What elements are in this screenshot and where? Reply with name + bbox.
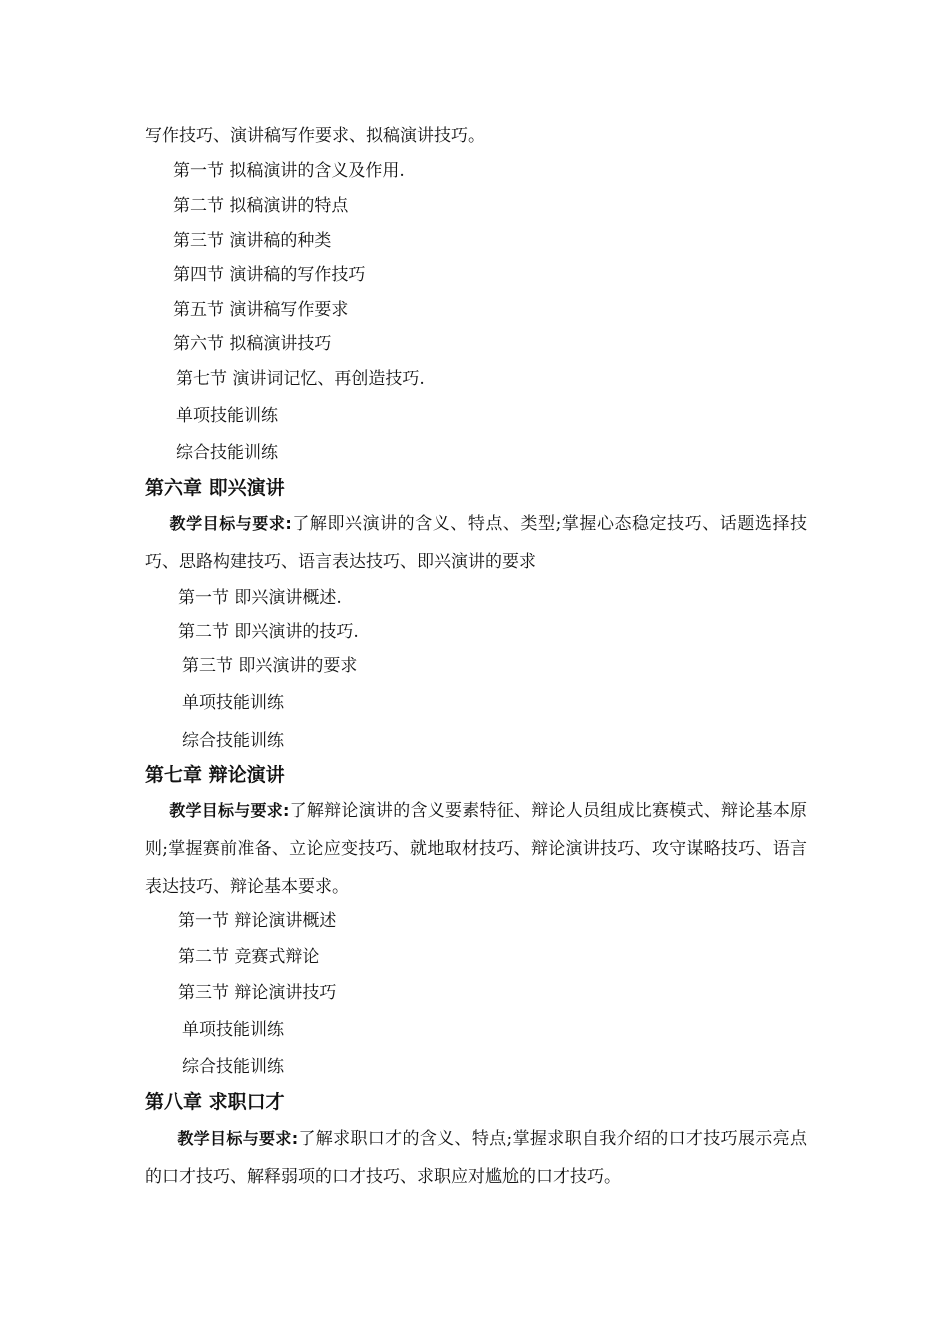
ch7-comprehensive-skill-training: 综合技能训练 xyxy=(182,1057,284,1077)
ch5-section-2: 第二节 拟稿演讲的特点 xyxy=(173,196,349,216)
chapter6-objective-text: 了解即兴演讲的含义、特点、类型;掌握心态稳定技巧、话题选择技巧、思路构建技巧、语言表达技巧、即兴演讲的要求 xyxy=(145,514,807,572)
ch6-section-1: 第一节 即兴演讲概述. xyxy=(178,588,342,608)
chapter7-objective xyxy=(145,792,807,906)
ch6-comprehensive-skill-training: 综合技能训练 xyxy=(182,731,284,751)
chapter8-objective-text: 了解求职口才的含义、特点;掌握求职自我介绍的口才技巧展示亮点的口才技巧、解释弱项的口才技巧、求职应对尴尬的口才技巧。 xyxy=(145,1129,807,1187)
ch5-section-4: 第四节 演讲稿的写作技巧 xyxy=(173,265,366,285)
ch7-section-1: 第一节 辩论演讲概述 xyxy=(178,911,337,931)
ch7-section-2: 第二节 竞赛式辩论 xyxy=(178,947,320,967)
chapter8-title: 第八章 求职口才 xyxy=(145,1091,285,1113)
chapter6-objective-label: 教学目标与要求: xyxy=(169,514,292,533)
chapter7-title: 第七章 辩论演讲 xyxy=(145,764,285,786)
chapter6-title: 第六章 即兴演讲 xyxy=(145,477,285,499)
chapter7-objective-text: 了解辩论演讲的含义要素特征、辩论人员组成比赛模式、辩论基本原则;掌握赛前准备、立论应变技巧、就地取材技巧、辩论演讲技巧、攻守谋略技巧、语言表达技巧、辩论基本要求。 xyxy=(145,801,807,897)
chapter7-objective-label: 教学目标与要求: xyxy=(169,801,290,820)
ch5-section-6: 第六节 拟稿演讲技巧 xyxy=(173,334,332,354)
ch5-section-7: 第七节 演讲词记忆、再创造技巧. xyxy=(176,369,425,389)
ch7-section-3: 第三节 辩论演讲技巧 xyxy=(178,983,337,1003)
ch5-single-skill-training: 单项技能训练 xyxy=(176,406,278,426)
chapter8-objective xyxy=(145,1120,807,1196)
ch5-section-3: 第三节 演讲稿的种类 xyxy=(173,231,332,251)
ch6-section-2: 第二节 即兴演讲的技巧. xyxy=(178,622,359,642)
chapter8-objective-label: 教学目标与要求: xyxy=(177,1129,299,1148)
chapter6-objective xyxy=(145,505,807,581)
intro-line: 写作技巧、演讲稿写作要求、拟稿演讲技巧。 xyxy=(145,126,485,146)
ch5-section-5: 第五节 演讲稿写作要求 xyxy=(173,300,349,320)
ch5-section-1: 第一节 拟稿演讲的含义及作用. xyxy=(173,161,405,181)
ch7-single-skill-training: 单项技能训练 xyxy=(182,1020,284,1040)
ch5-comprehensive-skill-training: 综合技能训练 xyxy=(176,443,278,463)
ch6-section-3: 第三节 即兴演讲的要求 xyxy=(182,656,358,676)
ch6-single-skill-training: 单项技能训练 xyxy=(182,693,284,713)
